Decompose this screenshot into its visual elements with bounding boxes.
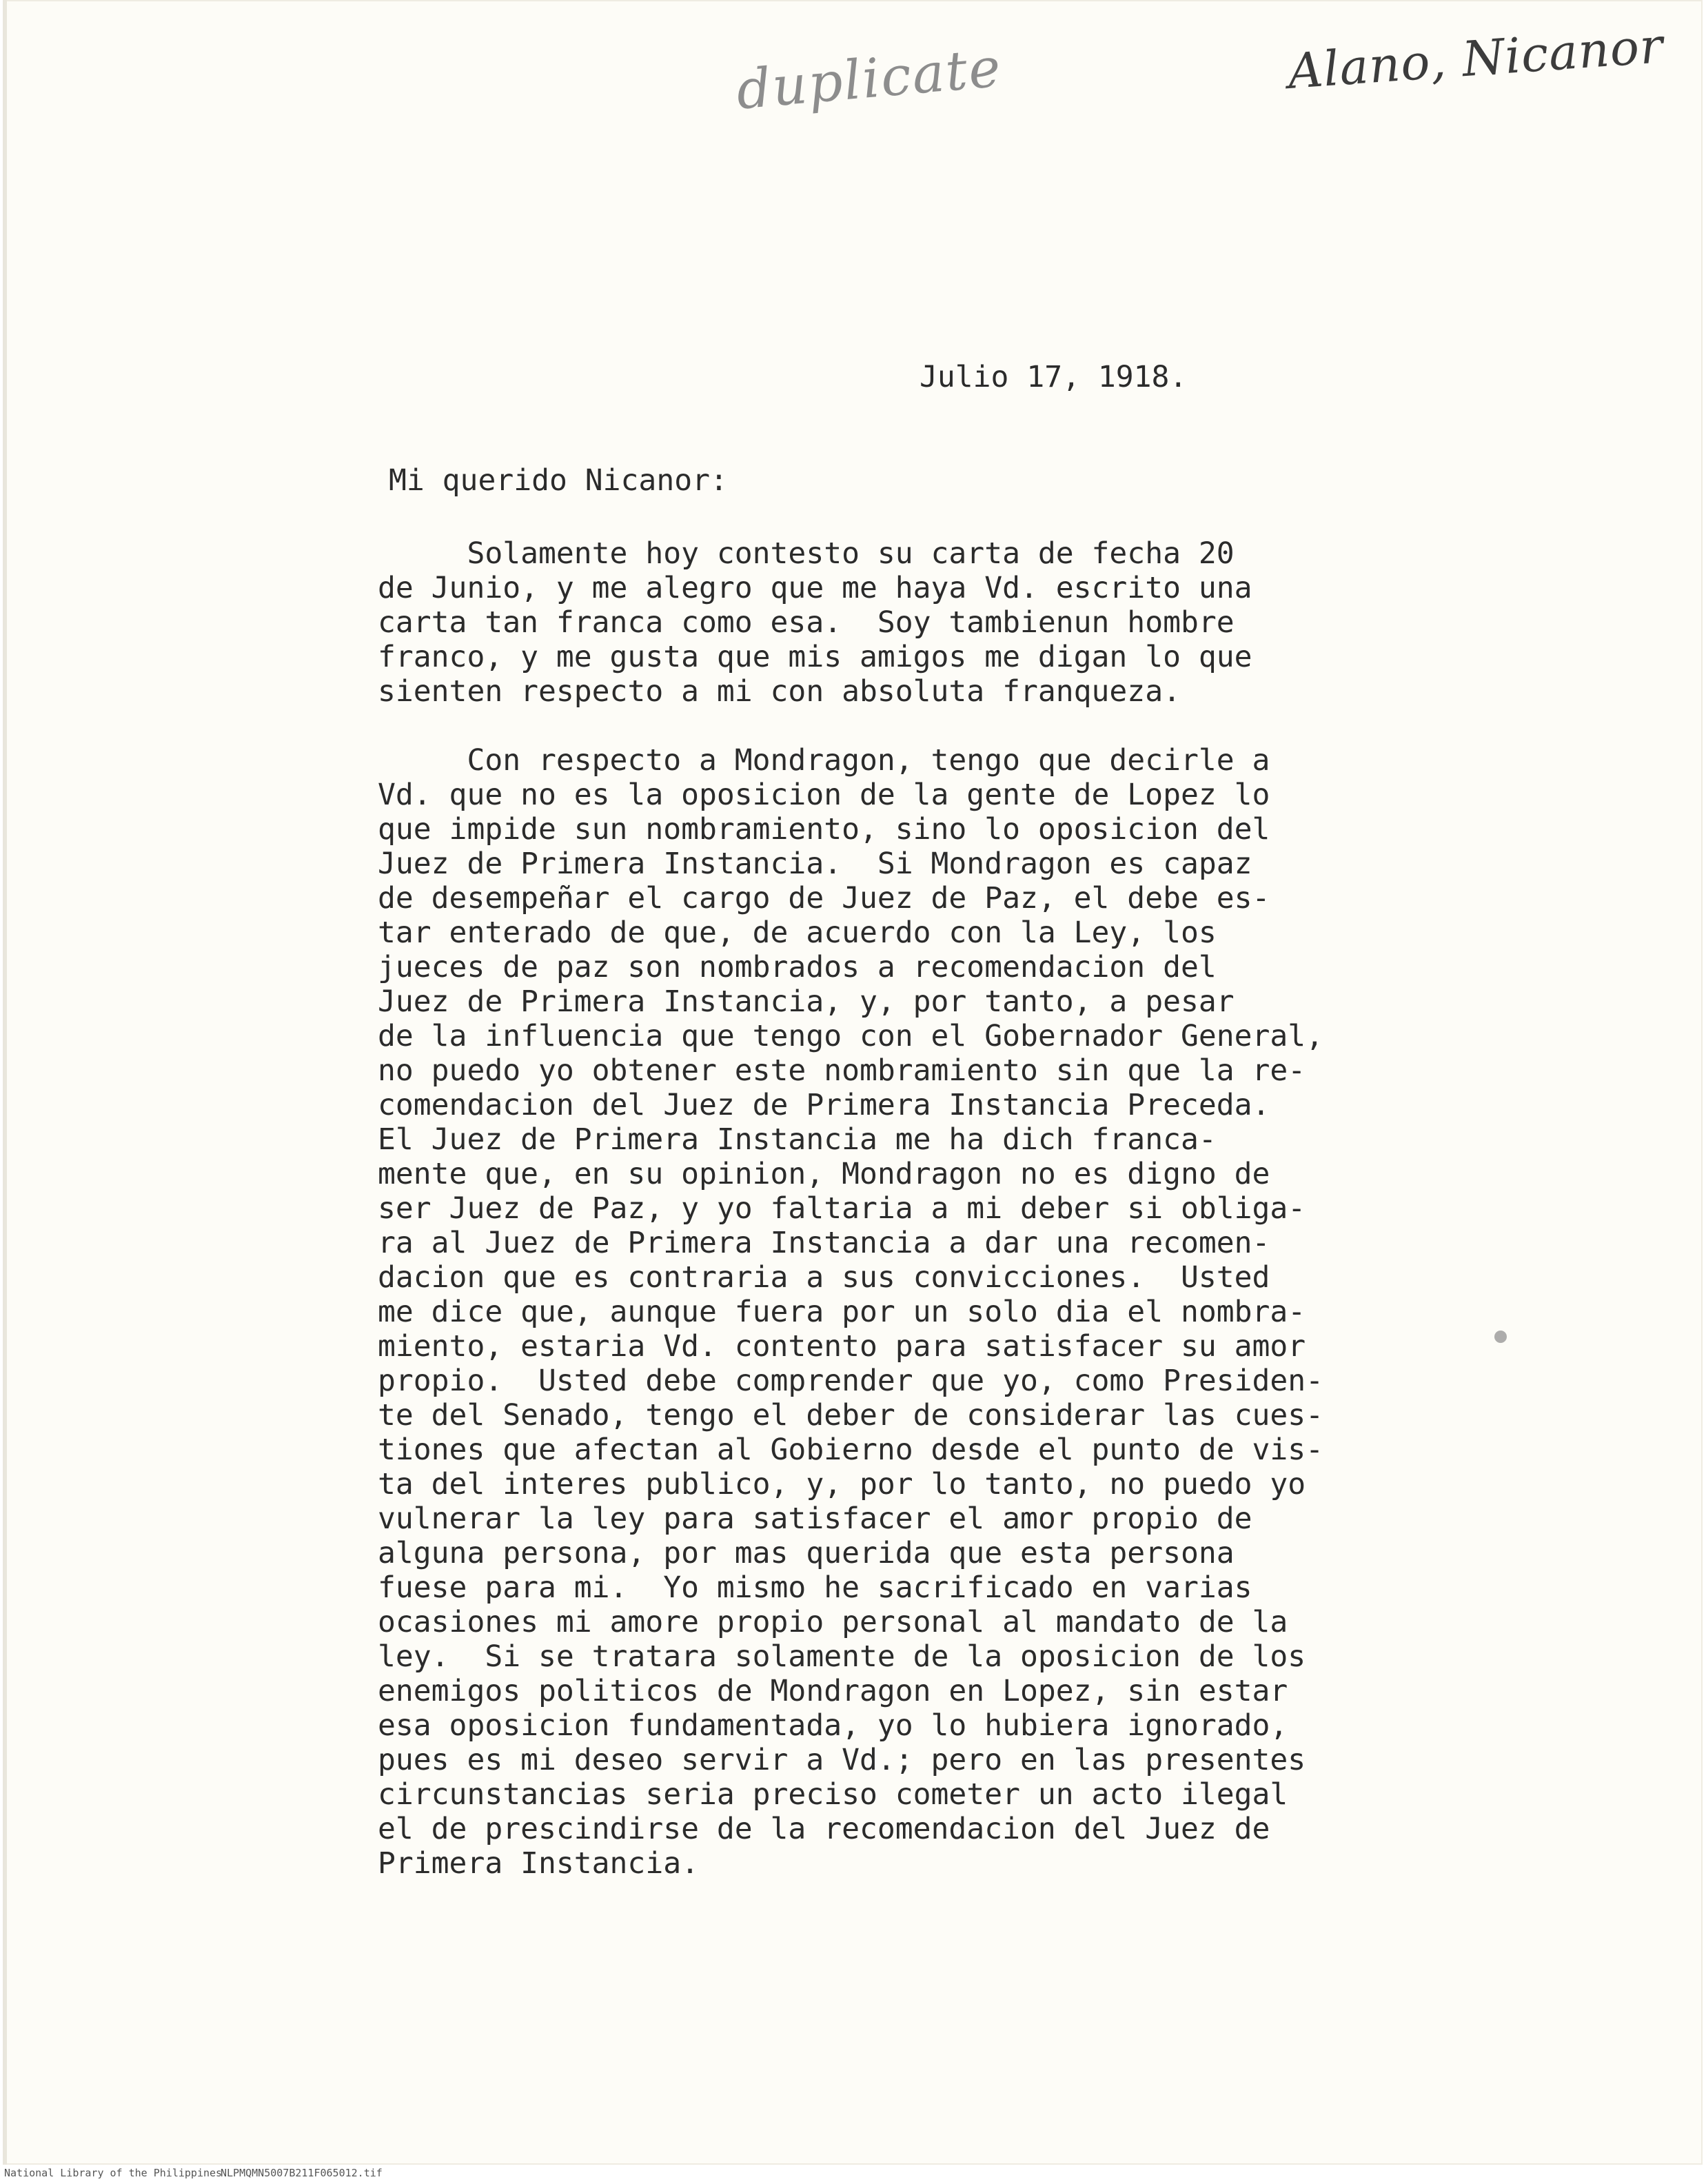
letter-date: Julio 17, 1918. xyxy=(920,360,1188,394)
letter-salutation: Mi querido Nicanor: xyxy=(389,463,728,498)
paragraph-1-line: Solamente hoy contesto su carta de fecha 20 xyxy=(378,536,1235,571)
paragraph-2-line: ocasiones mi amore propio personal al mandato de la xyxy=(378,1605,1288,1639)
paragraph-2-line: vulnerar la ley para satisfacer el amor propio de xyxy=(378,1502,1252,1536)
paragraph-2-line: dacion que es contraria a sus convicciones. Usted xyxy=(378,1260,1270,1295)
paragraph-2-line: me dice que, aunque fuera por un solo dia el nombra- xyxy=(378,1295,1306,1329)
paragraph-2-line: ta del interes publico, y, por lo tanto, no puedo yo xyxy=(378,1467,1306,1502)
paragraph-2-line: tiones que afectan al Gobierno desde el punto de vis- xyxy=(378,1433,1324,1467)
paragraph-1-line: franco, y me gusta que mis amigos me digan lo que xyxy=(378,640,1252,674)
paragraph-2-line: de la influencia que tengo con el Gobernador General, xyxy=(378,1019,1324,1053)
paragraph-2-line: comendacion del Juez de Primera Instancia Preceda. xyxy=(378,1088,1270,1122)
paragraph-2-line: Vd. que no es la oposicion de la gente de Lopez lo xyxy=(378,778,1270,812)
paragraph-2-line: alguna persona, por mas querida que esta persona xyxy=(378,1536,1235,1570)
paragraph-2-line: enemigos politicos de Mondragon en Lopez, sin estar xyxy=(378,1674,1288,1708)
footer-file-id: NLPMQMN5007B211F065012.tif xyxy=(221,2167,383,2179)
paragraph-2-line: que impide sun nombramiento, sino lo oposicion del xyxy=(378,812,1270,847)
paragraph-2-line: ra al Juez de Primera Instancia a dar una recomen- xyxy=(378,1226,1270,1260)
paragraph-2-line: de desempeñar el cargo de Juez de Paz, el debe es- xyxy=(378,881,1270,916)
paper-edge-shadow xyxy=(3,0,7,2165)
handwritten-duplicate-note: duplicate xyxy=(733,37,1004,122)
paragraph-2-line: ley. Si se tratara solamente de la oposicion de los xyxy=(378,1639,1306,1674)
paragraph-2-line: pues es mi deseo servir a Vd.; pero en las presentes xyxy=(378,1743,1306,1777)
ink-smudge xyxy=(1494,1331,1507,1343)
paragraph-2-line: circunstancias seria preciso cometer un acto ilegal xyxy=(378,1777,1288,1812)
paragraph-2-line: tar enterado de que, de acuerdo con la Ley, los xyxy=(378,916,1217,950)
paragraph-2-line: Con respecto a Mondragon, tengo que decirle a xyxy=(378,743,1270,778)
paragraph-2-line: fuese para mi. Yo mismo he sacrificado en varias xyxy=(378,1570,1252,1605)
paragraph-2-line: Juez de Primera Instancia. Si Mondragon es capaz xyxy=(378,847,1252,881)
paragraph-2-line: mente que, en su opinion, Mondragon no es digno de xyxy=(378,1157,1270,1191)
paragraph-2-line: propio. Usted debe comprender que yo, como Presiden- xyxy=(378,1364,1324,1398)
paragraph-2-line: miento, estaria Vd. contento para satisfacer su amor xyxy=(378,1329,1306,1364)
paragraph-2-line: jueces de paz son nombrados a recomendacion del xyxy=(378,950,1217,984)
paragraph-2-line: no puedo yo obtener este nombramiento sin que la re- xyxy=(378,1053,1306,1088)
paragraph-2-line: Primera Instancia. xyxy=(378,1846,699,1881)
paragraph-2-line: ser Juez de Paz, y yo faltaria a mi deber si obliga- xyxy=(378,1191,1306,1226)
paragraph-2-line: el de prescindirse de la recomendacion del Juez de xyxy=(378,1812,1270,1846)
paragraph-2-line: El Juez de Primera Instancia me ha dich franca- xyxy=(378,1122,1217,1157)
paragraph-2-line: Juez de Primera Instancia, y, por tanto, a pesar xyxy=(378,984,1235,1019)
paragraph-1-line: sienten respecto a mi con absoluta franqueza. xyxy=(378,674,1181,709)
handwritten-recipient-name: Alano, Nicanor xyxy=(1286,17,1665,100)
paragraph-2-line: esa oposicion fundamentada, yo lo hubiera ignorado, xyxy=(378,1708,1288,1743)
paragraph-2-line: te del Senado, tengo el deber de considerar las cues- xyxy=(378,1398,1324,1433)
paragraph-1-line: de Junio, y me alegro que me haya Vd. escrito una xyxy=(378,571,1252,605)
paragraph-1-line: carta tan franca como esa. Soy tambienun hombre xyxy=(378,605,1235,640)
footer-library-name: National Library of the Philippines xyxy=(4,2167,223,2179)
